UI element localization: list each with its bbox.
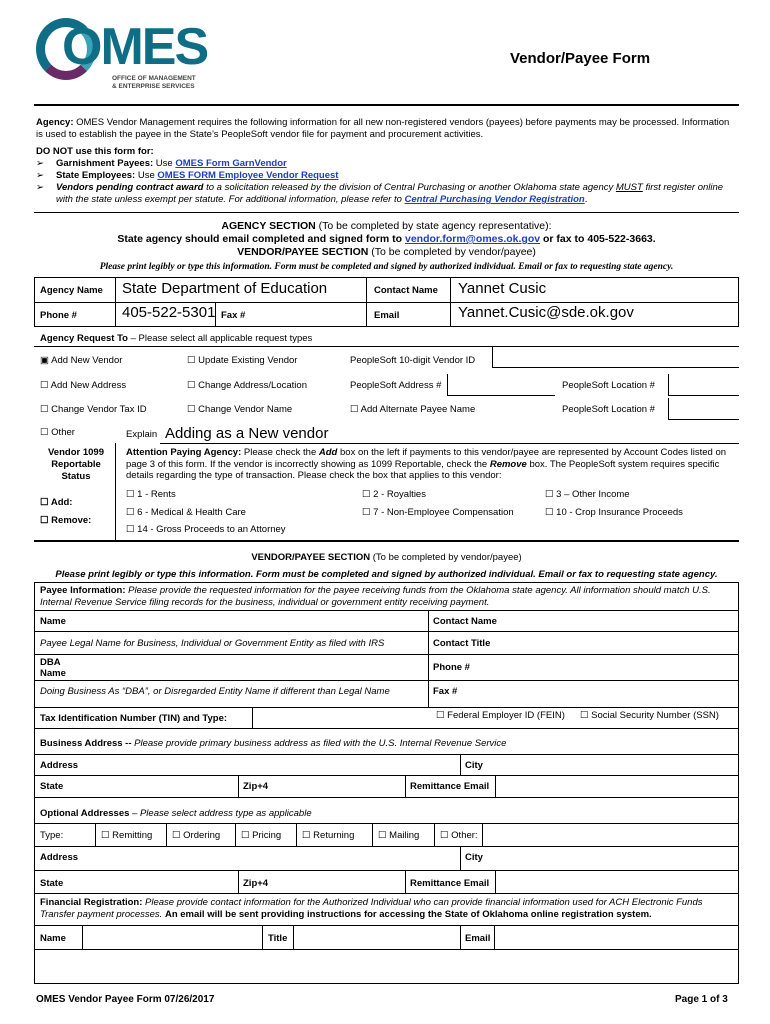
checkbox-1099-other-income[interactable]: ☐ 3 – Other Income bbox=[545, 489, 630, 500]
explain-field[interactable]: Adding as a New vendor bbox=[165, 425, 329, 442]
page-title: Vendor/Payee Form bbox=[510, 50, 651, 67]
checkbox-1099-crop[interactable]: ☐ 10 - Crop Insurance Proceeds bbox=[545, 507, 683, 518]
financial-registration-paragraph: Financial Registration: Please provide contact information for the Authorized Individual who can provide financial information used for ACH Electronic Funds Transfer payment processes. An email will be sent providing instructions for accessing the State of Oklahoma online registration system. bbox=[40, 897, 703, 920]
agency-request-heading: Agency Request To – Please select all applicable request types bbox=[40, 333, 313, 344]
checkbox-type-mailing[interactable]: ☐ Mailing bbox=[378, 830, 420, 841]
payee-fax-label: Fax # bbox=[433, 686, 458, 697]
state-label: State bbox=[40, 781, 64, 792]
fin-name-label: Name bbox=[40, 933, 66, 944]
payee-info-paragraph: Payee Information: Please provide the requested information for the payee receiving funds from the Oklahoma state agency. All information should match U.S. Internal Revenue Service filing records for the business, individual or government entity receiving payment. bbox=[40, 585, 711, 608]
payee-contact-name-label: Contact Name bbox=[433, 616, 497, 627]
logo-text: OMES bbox=[62, 18, 208, 76]
ps-vendor-id-field[interactable] bbox=[492, 346, 739, 368]
checkbox-other[interactable]: ☐ Other bbox=[40, 427, 75, 438]
vendor-print-note: Please print legibly or type this information. Form must be completed and signed by authorized individual. Email or fax to requesting state agency. bbox=[55, 569, 718, 580]
checkbox-update-vendor[interactable]: ☐ Update Existing Vendor bbox=[187, 355, 298, 366]
checkbox-fein[interactable]: ☐ Federal Employer ID (FEIN) bbox=[436, 710, 565, 721]
optional-state-label: State bbox=[40, 878, 64, 889]
checkbox-1099-remove[interactable]: ☐ Remove: bbox=[40, 515, 92, 526]
optional-zip-label: Zip+4 bbox=[243, 878, 269, 889]
checkbox-change-tax-id[interactable]: ☐ Change Vendor Tax ID bbox=[40, 404, 147, 415]
city-label: City bbox=[465, 760, 483, 771]
fax-label: Fax # bbox=[221, 310, 246, 321]
zip-label: Zip+4 bbox=[243, 781, 269, 792]
checkbox-change-address[interactable]: ☐ Change Address/Location bbox=[187, 380, 307, 391]
fin-email-label: Email bbox=[465, 933, 491, 944]
ps-location2-field[interactable] bbox=[668, 398, 739, 420]
checkbox-add-new-vendor[interactable]: ▣ Add New Vendor bbox=[40, 355, 123, 366]
ps-location-field[interactable] bbox=[668, 374, 739, 396]
vendor-form-email-link[interactable]: vendor.form@omes.ok.gov bbox=[404, 233, 541, 245]
garn-vendor-link[interactable]: OMES Form GarnVendor bbox=[175, 158, 287, 169]
checkbox-1099-nonemployee[interactable]: ☐ 7 - Non-Employee Compensation bbox=[362, 507, 514, 518]
dont-use-heading: DO NOT use this form for: bbox=[36, 146, 154, 157]
contact-name-field[interactable]: Yannet Cusic bbox=[458, 280, 547, 297]
vendor-1099-label: Vendor 1099 Reportable Status bbox=[48, 447, 104, 482]
legal-name-note: Payee Legal Name for Business, Individual or Government Entity as filed with IRS bbox=[40, 638, 385, 649]
ps-location-label: PeopleSoft Location # bbox=[562, 380, 655, 391]
phone-field[interactable]: 405-522-5301 bbox=[122, 304, 216, 321]
fin-title-label: Title bbox=[268, 933, 288, 944]
optional-addresses-heading: Optional Addresses – Please select address type as applicable bbox=[40, 808, 312, 819]
tin-label: Tax Identification Number (TIN) and Type: bbox=[40, 713, 228, 724]
type-label: Type: bbox=[40, 830, 64, 841]
exclusion-list: ➢ Garnishment Payees: Use OMES Form GarnVendor ➢ State Employees: Use OMES FORM Employee Vendor Request ➢ Vendors pending contract award to a solicitation released by the division of Central Purchasing or another Oklahoma state agency MUST first register online with the state unless exempt per statute. For additional information, please refer to Central Purchasing Vendor Registration. bbox=[36, 158, 724, 205]
checkbox-alt-payee[interactable]: ☐ Add Alternate Payee Name bbox=[350, 404, 476, 415]
ps-location2-label: PeopleSoft Location # bbox=[562, 404, 655, 415]
attention-paragraph: Attention Paying Agency: Please check the Add box on the left if payments to this vendor/payee are represented by Account Codes listed on page 3 of this form. If the vendor is incorrectly showing as 1099 Reportable, check the Remove box. The PeopleSoft system requires specific details regarding the type of transaction. Please check the box that applies to this vendor: bbox=[126, 447, 727, 481]
checkbox-1099-attorney[interactable]: ☐ 14 - Gross Proceeds to an Attorney bbox=[126, 524, 286, 535]
checkbox-type-other[interactable]: ☐ Other: bbox=[440, 830, 478, 841]
contact-name-label: Contact Name bbox=[374, 285, 438, 296]
agency-print-note: Please print legibly or type this information. Form must be completed and signed by authorized individual. Email or fax to requesting state agency. bbox=[99, 262, 674, 272]
logo-line2: & ENTERPRISE SERVICES bbox=[112, 83, 195, 90]
checkbox-type-ordering[interactable]: ☐ Ordering bbox=[172, 830, 221, 841]
checkbox-ssn[interactable]: ☐ Social Security Number (SSN) bbox=[580, 710, 719, 721]
fax-field[interactable] bbox=[272, 304, 362, 324]
agency-name-field[interactable]: State Department of Education bbox=[122, 280, 328, 297]
employee-vendor-link[interactable]: OMES FORM Employee Vendor Request bbox=[157, 170, 339, 181]
email-field[interactable]: Yannet.Cusic@sde.ok.gov bbox=[458, 304, 634, 321]
checkbox-type-pricing[interactable]: ☐ Pricing bbox=[241, 830, 282, 841]
address-label: Address bbox=[40, 760, 79, 771]
footer-page-number: Page 1 of 3 bbox=[675, 994, 728, 1005]
checkbox-1099-royalties[interactable]: ☐ 2 - Royalties bbox=[362, 489, 426, 500]
ps-vendor-id-label: PeopleSoft 10-digit Vendor ID bbox=[350, 355, 476, 366]
intro-text: Agency: OMES Vendor Management requires the following information for all new non-registered vendors (payees) before payments may be processed. Information is used to establish the payee in the State’s PeopleSoft vendor file for payment and procurement activities. bbox=[36, 117, 730, 140]
logo-line1: OFFICE OF MANAGEMENT bbox=[112, 75, 196, 82]
contact-title-label: Contact Title bbox=[433, 638, 491, 649]
ps-address-label: PeopleSoft Address # bbox=[350, 380, 442, 391]
email-label: Email bbox=[374, 310, 400, 321]
agency-section-header: AGENCY SECTION (To be completed by state agency representative): State agency should email completed and signed form to vendor.form@omes.ok.gov or fax to 405-522-3663. VENDOR/PAYEE SECTION (To be completed by vendor/payee) bbox=[117, 220, 656, 258]
vendor-registration-link[interactable]: Central Purchasing Vendor Registration bbox=[404, 194, 585, 205]
optional-remittance-email-label: Remittance Email bbox=[410, 878, 490, 889]
optional-city-label: City bbox=[465, 852, 483, 863]
ps-address-field[interactable] bbox=[447, 374, 555, 396]
payee-name-label: Name bbox=[40, 616, 66, 627]
checkbox-1099-medical[interactable]: ☐ 6 - Medical & Health Care bbox=[126, 507, 246, 518]
explain-label: Explain bbox=[126, 429, 158, 440]
phone-label: Phone # bbox=[40, 310, 77, 321]
footer-form-id: OMES Vendor Payee Form 07/26/2017 bbox=[36, 994, 215, 1005]
checkbox-change-name[interactable]: ☐ Change Vendor Name bbox=[187, 404, 293, 415]
remittance-email-label: Remittance Email bbox=[410, 781, 490, 792]
dba-label: DBA Name bbox=[40, 657, 66, 679]
agency-name-label: Agency Name bbox=[40, 285, 103, 296]
checkbox-1099-rents[interactable]: ☐ 1 - Rents bbox=[126, 489, 176, 500]
checkbox-1099-add[interactable]: ☐ Add: bbox=[40, 497, 73, 508]
business-address-heading: Business Address -- Please provide primary business address as filed with the U.S. Internal Revenue Service bbox=[40, 738, 507, 749]
dba-note: Doing Business As “DBA”, or Disregarded Entity Name if different than Legal Name bbox=[40, 686, 390, 697]
checkbox-type-remitting[interactable]: ☐ Remitting bbox=[101, 830, 153, 841]
vendor-section-header: VENDOR/PAYEE SECTION (To be completed by vendor/payee) bbox=[251, 552, 522, 563]
optional-address-label: Address bbox=[40, 852, 79, 863]
payee-phone-label: Phone # bbox=[433, 662, 470, 673]
checkbox-type-returning[interactable]: ☐ Returning bbox=[302, 830, 355, 841]
checkbox-add-address[interactable]: ☐ Add New Address bbox=[40, 380, 127, 391]
